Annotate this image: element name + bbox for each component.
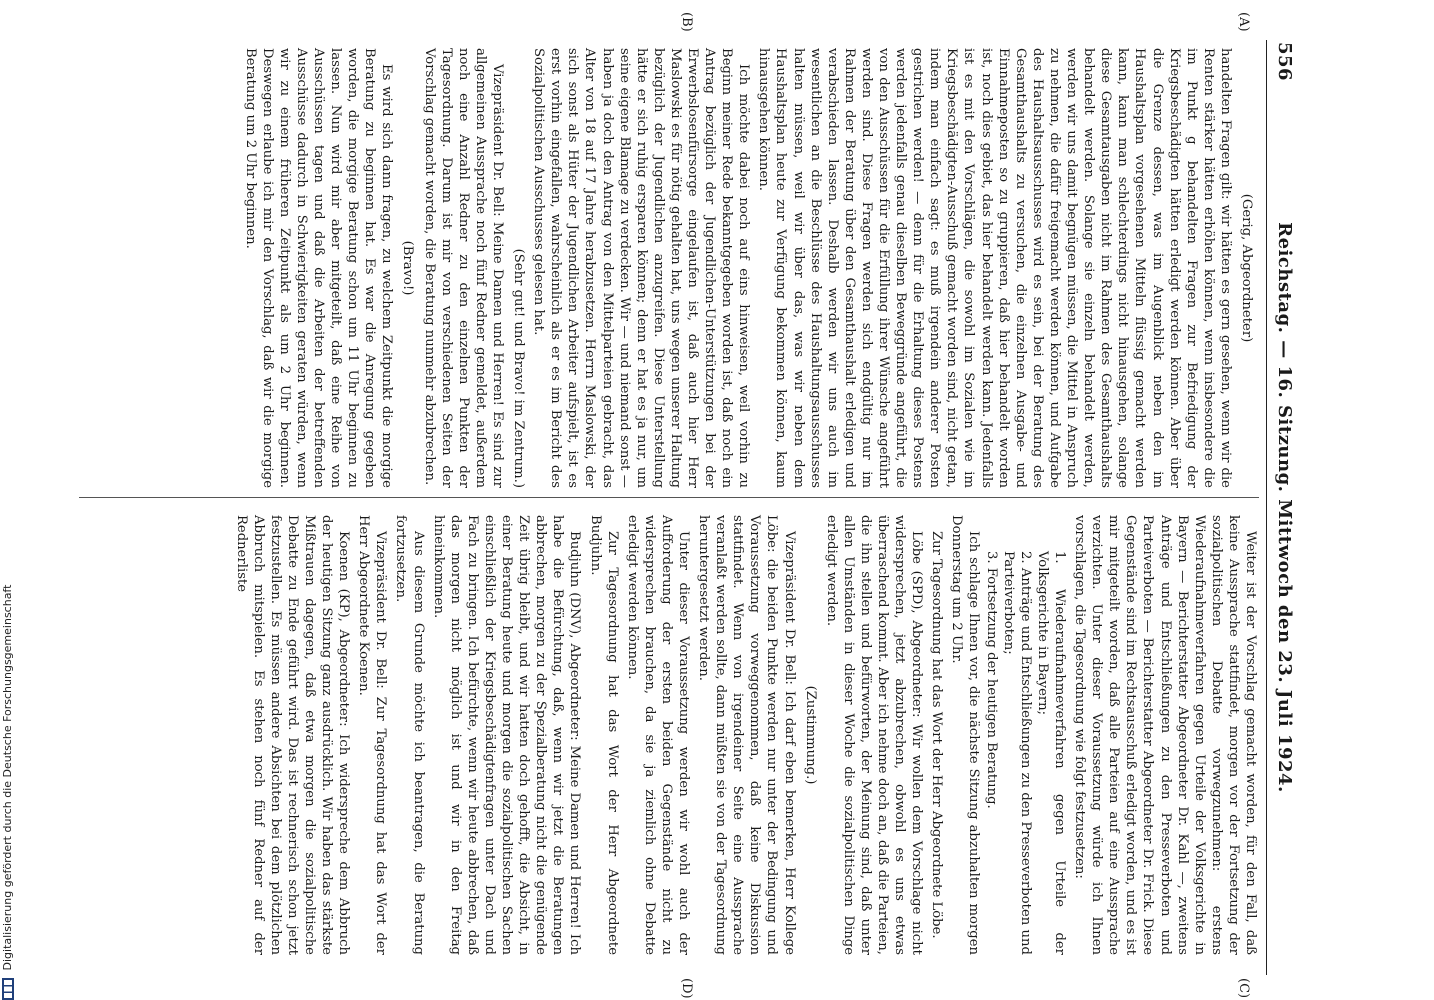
margin-letter-a: (A)	[1236, 12, 1251, 32]
paragraph: Budjuhn (DNV), Abgeordneter: Meine Damen und Herren! Ich habe die Befürchtung, daß, wenn wir jetzt die Beratungen abbrechen, morgen zu der Spezialberatung nicht die genügende Zeit übrig bleibt, und wir hatten doch gehofft, die Absicht, in einer Beratung heute und morgen die sozialpolitischen Sachen einschließlich der Kriegsbeschädigtenfragen unter Dach und Fach zu bringen. Ich befürchte, wenn wir heute abbrechen, daß das morgen nicht möglich ist und wir in den Freitag hineinkommen.	[430, 515, 583, 955]
paragraph: Weiter ist der Vorschlag gemacht worden, für den Fall, daß keine Aussprache stattfindet, morgen vor der Fortsetzung der sozialpolitischen Debatte vorwegzunehmen: erstens Wiederaufnahmeverfahren gegen Urteile der Volksgerichte in Bayern — Berichterstatter Abgeordneter Dr. Kahl —, zweitens Anträge und Entschließungen zu den Presseverboten und Parteiverboten — Berichterstatter Abgeordneter Dr. Frick. Diese Gegenstände sind im Rechtsausschuß erledigt worden, und es ist mir mitgeteilt worden, daß alle Parteien auf eine Aussprache verzichten. Unter dieser Voraussetzung würde ich Ihnen vorschlagen, die Tagesordnung wie folgt festzusetzen:	[1072, 515, 1258, 955]
paragraph: Aus diesem Grunde möchte ich beantragen, die Beratung fortzusetzen.	[393, 515, 426, 955]
interjection: (Zustimmung.)	[802, 685, 818, 785]
paragraph: Ich möchte dabei noch auf eins hinweisen, weil vorhin zu Beginn meiner Rede bekanntgegeben worden ist, daß noch ein Antrag bezüglich der Jugendlichen-Unterstützungen bei der Erwerbslosenfürsorge eingelaufen ist, daß auch hier Herr Maslowski es für nötig gehalten hat, uns wegen unserer Haltung bezüglich der Jugendlichen anzugreifen. Diese Unterstellung hätte er sich ruhig ersparen können; denn er hat es ja nur, um seine eigene Blamage zu verdecken. Wir — und niemand sonst — haben ja doch den Antrag von den Mittelparteien gebracht, das Alter von 18 auf 17 Jahre herabzusetzen. Herrn Maslowski, der sich sonst als Hüter der Jugendlichen Arbeiter aufspielt, ist es erst vorhin eingefallen, wahrscheinlich als er es im Bericht des Sozialpolitischen Ausschusses gelesen hat.	[531, 48, 752, 488]
interjection: (Sehr gut! und Bravo! im Zentrum.)	[511, 248, 527, 488]
margin-letter-d: (D)	[679, 978, 694, 999]
paragraph: Löbe (SPD), Abgeordneter: Wir wollen dem Vorschlage nicht widersprechen, jetzt abzubrechen, obwohl es uns etwas überraschend kommt. Aber ich nehme doch an, daß die Parteien, die ihn stellen und befürworten, der Meinung sind, daß unter allen Umständen in dieser Woche die sozialpolitischen Dinge erledigt werden.	[823, 515, 925, 955]
paragraph: Zur Tagesordnung hat das Wort der Herr Abgeordnete Budjuhn.	[587, 515, 620, 955]
header-rule	[1266, 40, 1267, 975]
left-column	[239, 48, 1259, 488]
interjection: (Bravo!)	[400, 240, 416, 296]
agenda-item: 3. Fortsetzung der heutigen Beratung.	[983, 551, 999, 809]
paragraph: handelten Fragen gilt: wir hätten es gern gesehen, wenn wir die Renten stärker hätten erhöhen können, wenn insbesondere die im Punkt g behandelten Fragen zur Befriedigung der Kriegsbeschädigten hätten erledigt werden können. Aber über die Grenze dessen, was im Augenblick neben den im Haushaltsplan vorgesehenen Mitteln flüssig gemacht werden kann, kann man schlechterdings nicht hinausgehen, solange diese Gesamtausgaben nicht im Rahmen des Gesamthaushalts behandelt werden. Solange sie einzeln behandelt werden, werden wir uns damit begnügen müssen, die Mittel in Anspruch zu nehmen, die dafür freigemacht werden können, und Aufgabe des Haushaltsausschusses wird es sein, bei der Beratung des Gesamthaushalts zu versuchen, die einzelnen Ausgabe- und Einnahmeposten so zu gruppieren, daß hier behandelt worden ist, noch dies gebiet, das hier behandelt werden kann. Jedenfalls ist es mit den Vorschlägen, die sowohl im Sozialen wie im Kriegsbeschädigten-Ausschuß gemacht worden sind, nicht getan, indem man einfach sagt: es muß irgendein anderer Posten gestrichen werden! — denn für die Erhaltung dieses Postens werden jedenfalls genau dieselben Beweggründe angeführt, die von den Ausschüssen für die Erfüllung ihrer Wünsche angeführt werden sind. Diese Fragen werden sich endgültig nur im Rahmen der Beratung über den Gesamthaushalt erledigen und verabschieden lassen. Deshalb werden wir uns auch im wesentlichen an die Beschlüsse des Haushaltungsausschusses halten müssen, weil wir über das, was wir neben dem Haushaltsplan heute zur Verfügung bekommen können, kaum hinausgehen können.	[756, 48, 1233, 488]
page-number: 556	[1274, 42, 1295, 82]
digitization-credit	[1, 585, 15, 1000]
credit-text: Digitalisierung gefördert durch die Deutsche Forschungsgemeinschaft	[1, 584, 14, 971]
paragraph: Vizepräsident Dr. Bell: Ich darf eben bemerken, Herr Kollege Löbe: die beiden Punkte werden nur unter der Bedingung und Voraussetzung vorweggenommen, daß keine Diskussion stattfindet. Wenn von irgendeiner Seite eine Aussprache veranlaßt werden sollte, dann müßten sie von der Tagesordnung heruntergesetzt werden.	[696, 515, 797, 955]
paragraph: Zur Tagesordnung hat das Wort der Herr Abgeordnete Löbe.	[929, 531, 945, 939]
paragraph: Es wird sich dann fragen, zu welchem Zeitpunkt die morgige Beratung zu beginnen hat. Es war die Anregung gegeben worden, die morgige Beratung schon um 11 Uhr beginnen zu lassen. Nun wird mir aber mitgeteilt, daß eine Reihe von Ausschüssen tagen und daß die Arbeiten der betreffenden Ausschüsse dadurch in Schwierigkeiten geraten würden, wenn wir zu einem früheren Zeitpunkt als um 2 Uhr beginnen. Deswegen erlaube ich mir den Vorschlag, daß wir die morgige Beratung um 2 Uhr beginnen.	[242, 48, 395, 488]
margin-letter-c: (C)	[1236, 978, 1251, 999]
page-header	[1269, 40, 1295, 975]
margin-letter-b: (B)	[679, 12, 694, 32]
page-title: Reichstag. — 16. Sitzung. Mittwoch den 23. Juli 1924.	[1274, 222, 1295, 793]
dfg-logo-icon	[2, 978, 14, 1000]
speaker-continuation: (Gerig, Abgeordneter)	[1239, 193, 1254, 343]
paragraph: Unter dieser Voraussetzung werden wir wohl auch der Aufforderung der ersten beiden Gegenstände nicht zu widersprechen brauchen, da sie ja ziemlich ohne Debatte erledigt werden können.	[624, 515, 691, 955]
paragraph: Vizepräsident Dr. Bell: Meine Damen und Herren! Es sind zur allgemeinen Aussprache noch fünf Redner gemeldet, außerdem noch eine Anzahl Redner zu den einzelnen Punkten der Tagesordnung. Darum ist mir von verschiedenen Seiten der Vorschlag gemacht worden, die Beratung nunmehr abzubrechen.	[421, 48, 505, 488]
column-divider	[79, 497, 1259, 498]
paragraph: Ich schlage Ihnen vor, die nächste Sitzung abzuhalten morgen Donnerstag um 2 Uhr.	[949, 515, 982, 955]
paragraph: Koenen (KP), Abgeordneter: Ich widerspreche dem Abbruch der heutigen Sitzung ganz ausdrücklich. Wir haben das stärkste Mißtrauen dagegen, daß etwa morgen die sozialpolitische Debatte zu Ende geführt wird. Das ist rechnerisch schon jetzt festzustellen. Es müssen andere Absichten bei dem plötzlichen Abbruch mitspielen. Es stehen noch fünf Redner auf der Rednerliste	[233, 515, 352, 955]
right-column	[230, 515, 1259, 955]
paragraph: Vizepräsident Dr. Bell: Zur Tagesordnung hat das Wort der Herr Abgeordnete Koenen.	[356, 515, 389, 955]
agenda-item: 1. Wiederaufnahmeverfahren gegen Urteile der Volksgerichte in Bayern;	[1034, 551, 1067, 955]
agenda-item: 2. Anträge und Entschließungen zu den Presseverboten und Parteiverboten;	[1000, 551, 1033, 955]
